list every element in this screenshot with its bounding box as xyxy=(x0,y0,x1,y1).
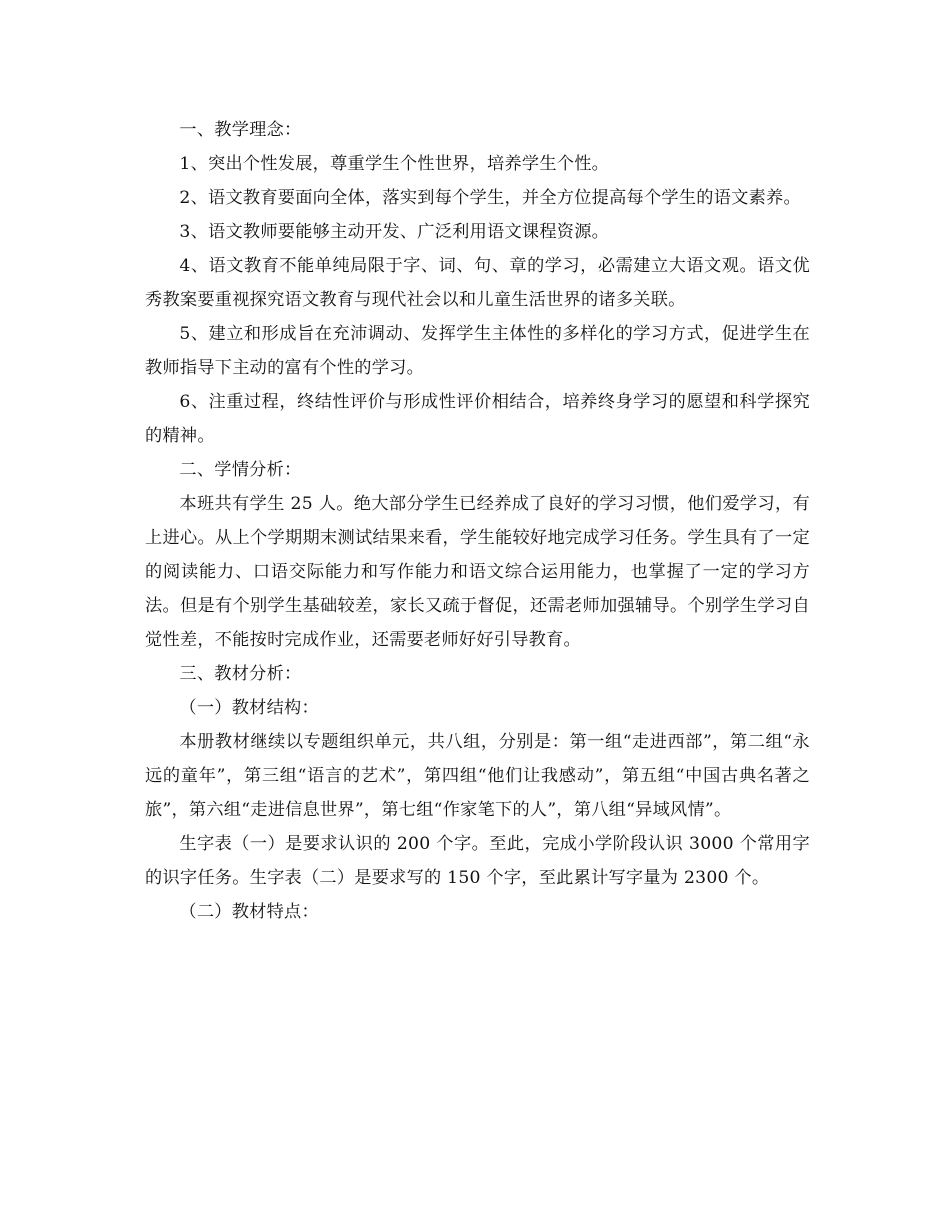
student-analysis-paragraph: 本班共有学生 25 人。绝大部分学生已经养成了良好的学习习惯，他们爱学习，有上进心。从上个学期期末测试结果来看，学生能较好地完成学习任务。学生具有了一定的阅读能力、口语交际能力和写作能力和语文综合运用能力，也掌握了一定的学习方法。但是有个别学生基础较差，家长又疏于督促，还需老师加强辅导。个别学生学习自觉性差，不能按时完成作业，还需要老师好好引导教育。 xyxy=(145,494,810,650)
section-heading-teaching-philosophy: 一、教学理念： xyxy=(179,120,302,140)
textbook-structure-paragraph: 本册教材继续以专题组织单元，共八组，分别是：第一组“走进西部”，第二组“永远的童年”，第三组“语言的艺术”，第四组“他们让我感动”，第五组“中国古典名著之旅”，第六组“走进信息世界”，第七组“作家笔下的人”，第八组“异域风情”。 xyxy=(145,732,810,820)
list-item: 5、建立和形成旨在充沛调动、发挥学生主体性的多样化的学习方式，促进学生在教师指导下主动的富有个性的学习。 xyxy=(145,324,810,378)
list-item: 3、语文教师要能够主动开发、广泛利用语文课程资源。 xyxy=(179,222,610,242)
subheading-textbook-structure: （一）教材结构： xyxy=(179,698,319,718)
document-body xyxy=(145,113,810,929)
character-table-paragraph: 生字表（一）是要求认识的 200 个字。至此，完成小学阶段认识 3000 个常用字的识字任务。生字表（二）是要求写的 150 个字，至此累计写字量为 2300 个。 xyxy=(145,834,810,888)
list-item: 1、突出个性发展，尊重学生个性世界，培养学生个性。 xyxy=(179,154,610,174)
list-item: 4、语文教育不能单纯局限于字、词、句、章的学习，必需建立大语文观。语文优秀教案要重视探究语文教育与现代社会以和儿童生活世界的诸多关联。 xyxy=(145,256,810,310)
list-item: 2、语文教育要面向全体，落实到每个学生，并全方位提高每个学生的语文素养。 xyxy=(179,188,801,208)
list-item: 6、注重过程，终结性评价与形成性评价相结合，培养终身学习的愿望和科学探究的精神。 xyxy=(145,392,810,446)
section-heading-textbook-analysis: 三、教材分析： xyxy=(179,664,302,684)
section-heading-student-analysis: 二、学情分析： xyxy=(179,460,302,480)
subheading-textbook-features: （二）教材特点： xyxy=(179,902,319,922)
